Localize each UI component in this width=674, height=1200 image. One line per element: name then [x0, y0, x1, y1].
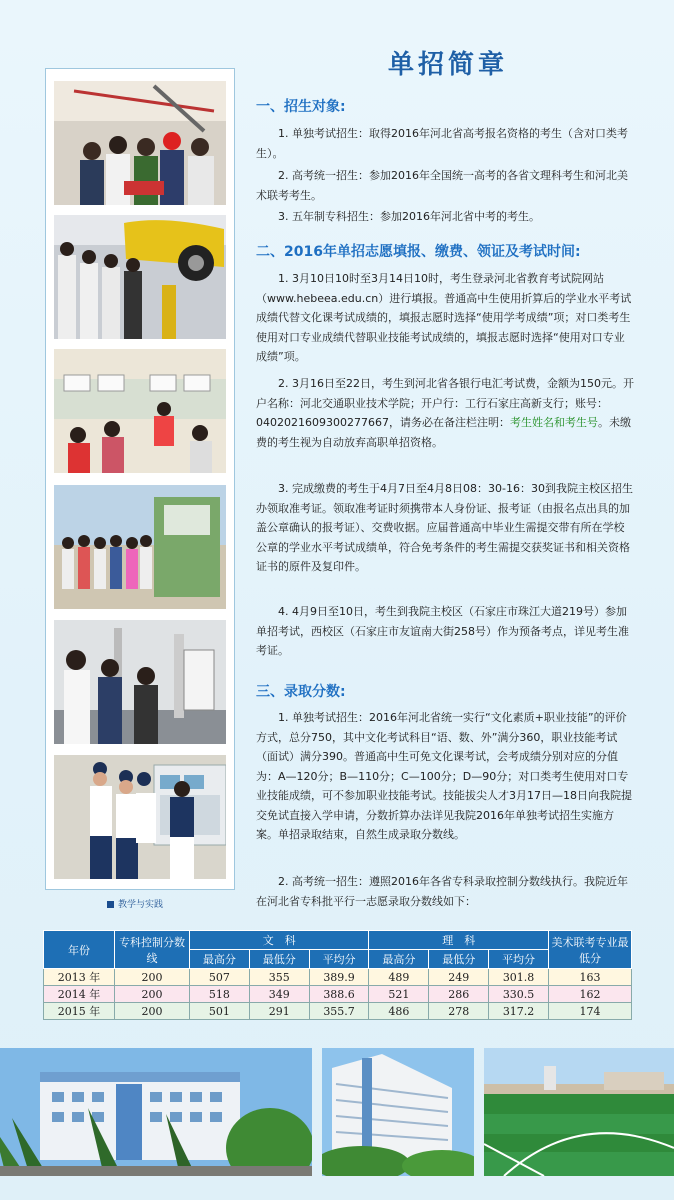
cell: 317.2 [489, 1003, 549, 1020]
cell: 301.8 [489, 969, 549, 986]
cell: 349 [249, 986, 309, 1003]
cell: 174 [549, 1003, 632, 1020]
admission-score-table [43, 930, 632, 1020]
paragraph-payment [256, 374, 634, 452]
section-heading-schedule: 二、2016年单招志愿填报、缴费、领证及考试时间: [256, 244, 581, 260]
section-heading-admission-scores: 三、录取分数: [256, 684, 346, 700]
payment-text-end: 。未缴费的考生视为自动放弃高职单招资格。 [256, 416, 631, 449]
header-like-avg: 平均分 [489, 950, 549, 969]
table-row [44, 986, 632, 1003]
paragraph: 1. 单独考试招生：2016年河北省统一实行“文化素质+职业技能”的评价方式，总分750，其中文化考试科目“语、数、外”满分360，职业技能考试（面试）满分390。普通高中生可免文化课考试，会考成绩分别对应的分值为：A—120分；B—110分；C—100分；D—90分；对口类考生使用对口专业技能成绩，可不参加职业技能考试。技能拔尖人才3月17日—18日向我院提交免试直接入学申请，分数折算办法详见我院2016年单独考试招生实施方案。单招录取结束，自然生成录取分数线。 [256, 711, 632, 841]
cell: 486 [369, 1003, 429, 1020]
photo-campus-sports-field [484, 1048, 674, 1176]
payment-highlight: 考生姓名和考生号 [509, 416, 598, 429]
header-like-min: 最低分 [429, 950, 489, 969]
table-row [44, 969, 632, 986]
header-wenke: 文 科 [190, 931, 369, 950]
photo-caption: 教学与实践 [107, 897, 163, 910]
paragraph: 3. 完成缴费的考生于4月7日至4月8日08：30-16：30到我院主校区招生办领取准考证。领取准考证时须携带本人身份证、报考证（由报名点出具的加盖公章确认的报考证）、交费收据。应届普通高中毕业生需提交带有所在学校公章的学业水平考试成绩单，符合免考条件的考生需提交获奖证书和相关资格证书的原件及复印件。 [256, 482, 633, 573]
header-wenke-min: 最低分 [249, 950, 309, 969]
cell: 200 [115, 986, 190, 1003]
cell: 501 [190, 1003, 250, 1020]
photo-workshop-group [54, 81, 226, 205]
photo-control-room [54, 755, 226, 879]
paragraph: 1. 单独考试招生：取得2016年河北省高考报名资格的考生（含对口类考生）。 [256, 127, 628, 160]
cell: 200 [115, 1003, 190, 1020]
paragraph: 3. 五年制专科招生：参加2016年河北省中考的考生。 [278, 210, 540, 223]
cell: 355.7 [309, 1003, 369, 1020]
paragraph: 2. 高考统一招生：遵照2016年各省专科录取控制分数线执行。我院近年在河北省专科批平行一志愿录取分数线如下： [256, 875, 628, 908]
photo-outdoor-machinery [54, 485, 226, 609]
header-wenke-max: 最高分 [190, 950, 250, 969]
cell-year: 2013 年 [44, 969, 115, 986]
cell: 163 [549, 969, 632, 986]
cell: 389.9 [309, 969, 369, 986]
header-like: 理 科 [369, 931, 549, 950]
photo-column [45, 68, 235, 890]
cell: 521 [369, 986, 429, 1003]
cell: 249 [429, 969, 489, 986]
photo-campus-tall-building [322, 1048, 474, 1176]
page-title: 单招简章 [388, 50, 509, 80]
cell: 507 [190, 969, 250, 986]
header-control-line: 专科控制分数线 [115, 931, 190, 969]
paragraph: 4. 4月9日至10日，考生到我院主校区（石家庄市珠江大道219号）参加单招考试，西校区（石家庄市友谊南大街258号）作为预备考点，详见考生准考证。 [256, 605, 629, 657]
cell-year: 2015 年 [44, 1003, 115, 1020]
photo-lab-apparatus [54, 620, 226, 744]
cell: 330.5 [489, 986, 549, 1003]
cell: 388.6 [309, 986, 369, 1003]
cell: 489 [369, 969, 429, 986]
section-heading-enrollment-targets: 一、招生对象: [256, 99, 346, 115]
paragraph: 1. 3月10日10时至3月14日10时，考生登录河北省教育考试院网站（www.hebeea.edu.cn）进行填报。普通高中生使用折算后的学业水平考试成绩代替文化课考试成绩的，填报志愿时选择“使用学考成绩”项；对口类考生使用对口专业成绩代替职业技能考试成绩的，填报志愿时选择“使用对口专业成绩”项。 [256, 272, 632, 363]
cell: 162 [549, 986, 632, 1003]
cell: 518 [190, 986, 250, 1003]
cell: 200 [115, 969, 190, 986]
header-wenke-avg: 平均分 [309, 950, 369, 969]
cell: 278 [429, 1003, 489, 1020]
header-art: 美术联考专业最低分 [549, 931, 632, 969]
cell: 291 [249, 1003, 309, 1020]
payment-text: 2. 3月16日至22日，考生到河北省各银行电汇考试费，金额为150元。开户名称：河北交通职业技术学院；开户行：工行石家庄高新支行；账号：0402021609300277667，请务必在备注栏注明： [256, 377, 634, 429]
table-row [44, 1003, 632, 1020]
photo-car-lift [54, 215, 226, 339]
header-year: 年份 [44, 931, 115, 969]
photo-campus-main-building [0, 1048, 312, 1176]
header-like-max: 最高分 [369, 950, 429, 969]
photo-computer-lab [54, 349, 226, 473]
cell: 286 [429, 986, 489, 1003]
paragraph: 2. 高考统一招生：参加2016年全国统一高考的各省文理科考生和河北美术联考考生。 [256, 169, 628, 202]
cell: 355 [249, 969, 309, 986]
cell-year: 2014 年 [44, 986, 115, 1003]
